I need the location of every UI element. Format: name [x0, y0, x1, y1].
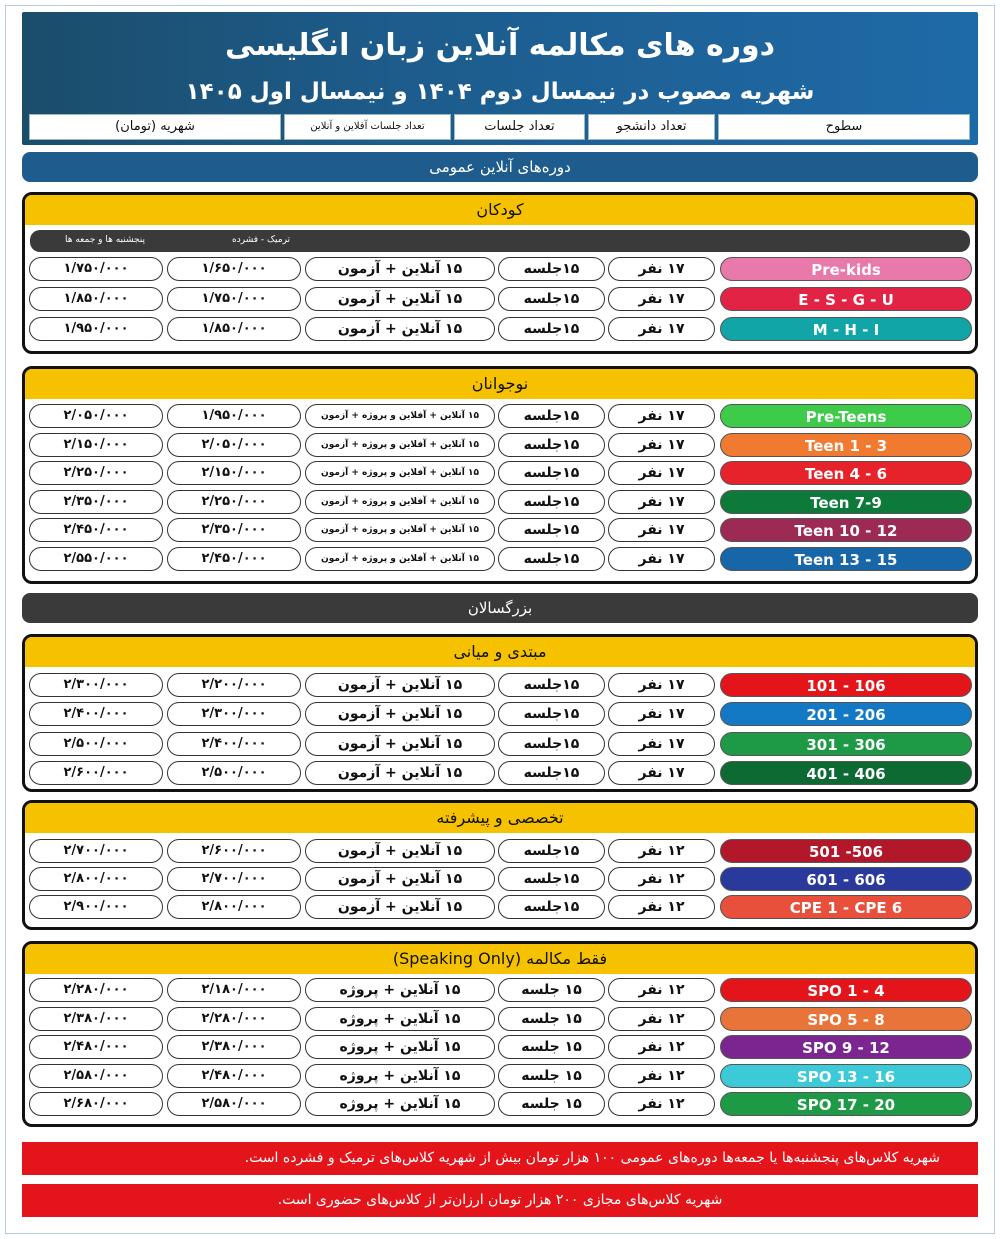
table-row [0, 732, 1000, 756]
level-badge: CPE 1 - CPE 6 [720, 895, 972, 919]
subheader-weekend: پنجشنبه ها و جمعه ها [65, 235, 146, 245]
tuition-regular-cell: ۲/۲۰۰/۰۰۰ [167, 673, 301, 697]
level-badge: Teen 7-9 [720, 490, 972, 514]
students-cell: ۱۷ نفر [608, 404, 715, 428]
session-type-cell: ۱۵ آنلاین + آزمون [305, 702, 495, 726]
col-header-sessions: تعداد جلسات [454, 114, 585, 140]
students-cell: ۱۲ نفر [608, 895, 715, 919]
level-badge: 101 - 106 [720, 673, 972, 697]
tuition-regular-cell: ۱/۹۵۰/۰۰۰ [167, 404, 301, 428]
table-row [0, 518, 1000, 542]
level-badge: SPO 5 - 8 [720, 1007, 972, 1031]
session-type-cell: ۱۵ آنلاین + پروژه [305, 1092, 495, 1116]
sessions-cell: ۱۵جلسه [498, 761, 605, 785]
students-cell: ۱۷ نفر [608, 761, 715, 785]
table-row [0, 1007, 1000, 1031]
tuition-regular-cell: ۲/۶۰۰/۰۰۰ [167, 839, 301, 863]
weekend-note: شهریه کلاس‌های پنجشنبه‌ها یا جمعه‌ها دوره‌های عمومی ۱۰۰ هزار تومان بیش از شهریه کلاس‌های ترمیک و فشرده است. [22, 1142, 978, 1175]
adults-bar: بزرگسالان [22, 593, 978, 623]
students-cell: ۱۷ نفر [608, 461, 715, 485]
tuition-regular-cell: ۲/۴۰۰/۰۰۰ [167, 732, 301, 756]
tuition-regular-cell: ۲/۱۸۰/۰۰۰ [167, 978, 301, 1002]
level-badge: M - H - I [720, 317, 972, 341]
students-cell: ۱۷ نفر [608, 317, 715, 341]
session-type-cell: ۱۵ آنلاین + آفلاین و پروژه + آزمون [305, 518, 495, 542]
level-badge: 401 - 406 [720, 761, 972, 785]
session-type-cell: ۱۵ آنلاین + آزمون [305, 287, 495, 311]
sessions-cell: ۱۵جلسه [498, 867, 605, 891]
level-badge: Teen 13 - 15 [720, 547, 972, 571]
students-cell: ۱۲ نفر [608, 1092, 715, 1116]
subheader-regular: ترمیک - فشرده [232, 235, 291, 245]
sessions-cell: ۱۵ جلسه [498, 1035, 605, 1059]
table-row [0, 287, 1000, 311]
tuition-weekend-cell: ۲/۴۰۰/۰۰۰ [29, 702, 163, 726]
students-cell: ۱۲ نفر [608, 839, 715, 863]
tuition-weekend-cell: ۲/۴۵۰/۰۰۰ [29, 518, 163, 542]
sessions-cell: ۱۵جلسه [498, 547, 605, 571]
table-row [0, 761, 1000, 785]
level-badge: SPO 9 - 12 [720, 1035, 972, 1059]
sessions-cell: ۱۵جلسه [498, 433, 605, 457]
advanced-section-title: تخصصی و پیشرفته [25, 803, 975, 833]
tuition-weekend-cell: ۲/۲۵۰/۰۰۰ [29, 461, 163, 485]
tuition-weekend-cell: ۱/۷۵۰/۰۰۰ [29, 257, 163, 281]
tuition-regular-cell: ۲/۳۸۰/۰۰۰ [167, 1035, 301, 1059]
session-type-cell: ۱۵ آنلاین + پروژه [305, 1064, 495, 1088]
tuition-weekend-cell: ۲/۷۰۰/۰۰۰ [29, 839, 163, 863]
online-note: شهریه کلاس‌های مجازی ۲۰۰ هزار تومان ارزان‌تر از کلاس‌های حضوری است. [22, 1184, 978, 1217]
students-cell: ۱۷ نفر [608, 518, 715, 542]
tuition-regular-cell: ۱/۷۵۰/۰۰۰ [167, 287, 301, 311]
level-badge: Teen 10 - 12 [720, 518, 972, 542]
tuition-weekend-cell: ۲/۵۰۰/۰۰۰ [29, 732, 163, 756]
level-badge: E - S - G - U [720, 287, 972, 311]
table-row [0, 1035, 1000, 1059]
tuition-weekend-cell: ۲/۱۵۰/۰۰۰ [29, 433, 163, 457]
session-type-cell: ۱۵ آنلاین + آزمون [305, 761, 495, 785]
table-row [0, 257, 1000, 281]
sessions-cell: ۱۵جلسه [498, 461, 605, 485]
session-type-cell: ۱۵ آنلاین + آفلاین و پروژه + آزمون [305, 461, 495, 485]
speaking-section-title: فقط مکالمه (Speaking Only) [25, 944, 975, 974]
tuition-regular-cell: ۲/۲۸۰/۰۰۰ [167, 1007, 301, 1031]
students-cell: ۱۲ نفر [608, 978, 715, 1002]
tuition-regular-cell: ۲/۵۸۰/۰۰۰ [167, 1092, 301, 1116]
tuition-regular-cell: ۲/۳۰۰/۰۰۰ [167, 702, 301, 726]
level-badge: 501 -506 [720, 839, 972, 863]
table-row [0, 433, 1000, 457]
tuition-weekend-cell: ۲/۵۵۰/۰۰۰ [29, 547, 163, 571]
session-type-cell: ۱۵ آنلاین + پروژه [305, 1035, 495, 1059]
session-type-cell: ۱۵ آنلاین + آفلاین و پروژه + آزمون [305, 490, 495, 514]
session-type-cell: ۱۵ آنلاین + آزمون [305, 867, 495, 891]
session-type-cell: ۱۵ آنلاین + آزمون [305, 673, 495, 697]
kids-subheader [30, 230, 970, 252]
session-type-cell: ۱۵ آنلاین + آفلاین و پروژه + آزمون [305, 547, 495, 571]
level-badge: 601 - 606 [720, 867, 972, 891]
sessions-cell: ۱۵جلسه [498, 287, 605, 311]
session-type-cell: ۱۵ آنلاین + آفلاین و پروژه + آزمون [305, 404, 495, 428]
tuition-weekend-cell: ۱/۸۵۰/۰۰۰ [29, 287, 163, 311]
sessions-cell: ۱۵جلسه [498, 839, 605, 863]
students-cell: ۱۷ نفر [608, 490, 715, 514]
table-row [0, 404, 1000, 428]
table-row [0, 978, 1000, 1002]
col-header-session-type: تعداد جلسات آفلاین و آنلاین [284, 114, 451, 140]
tuition-weekend-cell: ۱/۹۵۰/۰۰۰ [29, 317, 163, 341]
students-cell: ۱۲ نفر [608, 1007, 715, 1031]
col-header-students: تعداد دانشجو [588, 114, 715, 140]
level-badge: SPO 17 - 20 [720, 1092, 972, 1116]
tuition-weekend-cell: ۲/۲۸۰/۰۰۰ [29, 978, 163, 1002]
sessions-cell: ۱۵ جلسه [498, 1092, 605, 1116]
table-row [0, 1064, 1000, 1088]
level-badge: Teen 1 - 3 [720, 433, 972, 457]
level-badge: Pre-Teens [720, 404, 972, 428]
session-type-cell: ۱۵ آنلاین + آزمون [305, 895, 495, 919]
tuition-weekend-cell: ۲/۹۰۰/۰۰۰ [29, 895, 163, 919]
students-cell: ۱۷ نفر [608, 732, 715, 756]
tuition-regular-cell: ۲/۰۵۰/۰۰۰ [167, 433, 301, 457]
sessions-cell: ۱۵جلسه [498, 404, 605, 428]
tuition-regular-cell: ۲/۱۵۰/۰۰۰ [167, 461, 301, 485]
sessions-cell: ۱۵جلسه [498, 317, 605, 341]
tuition-weekend-cell: ۲/۳۵۰/۰۰۰ [29, 490, 163, 514]
level-badge: Teen 4 - 6 [720, 461, 972, 485]
tuition-regular-cell: ۱/۶۵۰/۰۰۰ [167, 257, 301, 281]
tuition-regular-cell: ۲/۵۰۰/۰۰۰ [167, 761, 301, 785]
sessions-cell: ۱۵ جلسه [498, 1007, 605, 1031]
table-row [0, 547, 1000, 571]
session-type-cell: ۱۵ آنلاین + آزمون [305, 732, 495, 756]
sessions-cell: ۱۵جلسه [498, 518, 605, 542]
intermediate-section-title: مبتدی و میانی [25, 637, 975, 667]
tuition-regular-cell: ۲/۴۵۰/۰۰۰ [167, 547, 301, 571]
students-cell: ۱۷ نفر [608, 287, 715, 311]
tuition-regular-cell: ۲/۲۵۰/۰۰۰ [167, 490, 301, 514]
tuition-weekend-cell: ۲/۶۸۰/۰۰۰ [29, 1092, 163, 1116]
session-type-cell: ۱۵ آنلاین + آزمون [305, 257, 495, 281]
tuition-regular-cell: ۱/۸۵۰/۰۰۰ [167, 317, 301, 341]
sessions-cell: ۱۵جلسه [498, 702, 605, 726]
table-row [0, 317, 1000, 341]
students-cell: ۱۷ نفر [608, 433, 715, 457]
table-row [0, 895, 1000, 919]
tuition-weekend-cell: ۲/۰۵۰/۰۰۰ [29, 404, 163, 428]
page-subtitle: شهریه مصوب در نیمسال دوم ۱۴۰۴ و نیمسال اول ۱۴۰۵ [185, 79, 815, 105]
level-badge: 201 - 206 [720, 702, 972, 726]
students-cell: ۱۲ نفر [608, 867, 715, 891]
table-row [0, 867, 1000, 891]
level-badge: SPO 13 - 16 [720, 1064, 972, 1088]
students-cell: ۱۷ نفر [608, 547, 715, 571]
session-type-cell: ۱۵ آنلاین + آفلاین و پروژه + آزمون [305, 433, 495, 457]
tuition-weekend-cell: ۲/۴۸۰/۰۰۰ [29, 1035, 163, 1059]
sessions-cell: ۱۵جلسه [498, 490, 605, 514]
sessions-cell: ۱۵جلسه [498, 257, 605, 281]
tuition-weekend-cell: ۲/۶۰۰/۰۰۰ [29, 761, 163, 785]
table-row [0, 461, 1000, 485]
tuition-regular-cell: ۲/۸۰۰/۰۰۰ [167, 895, 301, 919]
session-type-cell: ۱۵ آنلاین + آزمون [305, 317, 495, 341]
general-courses-bar: دوره‌های آنلاین عمومی [22, 152, 978, 182]
tuition-weekend-cell: ۲/۸۰۰/۰۰۰ [29, 867, 163, 891]
table-row [0, 490, 1000, 514]
table-row [0, 1092, 1000, 1116]
students-cell: ۱۷ نفر [608, 673, 715, 697]
students-cell: ۱۲ نفر [608, 1064, 715, 1088]
col-header-tuition: شهریه (تومان) [29, 114, 281, 140]
kids-section-title: کودکان [25, 195, 975, 225]
sessions-cell: ۱۵جلسه [498, 673, 605, 697]
table-row [0, 839, 1000, 863]
level-badge: 301 - 306 [720, 732, 972, 756]
students-cell: ۱۲ نفر [608, 1035, 715, 1059]
col-header-levels: سطوح [718, 114, 970, 140]
session-type-cell: ۱۵ آنلاین + آزمون [305, 839, 495, 863]
sessions-cell: ۱۵ جلسه [498, 1064, 605, 1088]
session-type-cell: ۱۵ آنلاین + پروژه [305, 978, 495, 1002]
page-title: دوره های مکالمه آنلاین زبان انگلیسی [224, 28, 776, 63]
students-cell: ۱۷ نفر [608, 702, 715, 726]
students-cell: ۱۷ نفر [608, 257, 715, 281]
level-badge: SPO 1 - 4 [720, 978, 972, 1002]
sessions-cell: ۱۵جلسه [498, 895, 605, 919]
teens-section-title: نوجوانان [25, 369, 975, 399]
tuition-weekend-cell: ۲/۳۰۰/۰۰۰ [29, 673, 163, 697]
tuition-weekend-cell: ۲/۳۸۰/۰۰۰ [29, 1007, 163, 1031]
table-row [0, 702, 1000, 726]
sessions-cell: ۱۵ جلسه [498, 978, 605, 1002]
tuition-regular-cell: ۲/۳۵۰/۰۰۰ [167, 518, 301, 542]
tuition-regular-cell: ۲/۴۸۰/۰۰۰ [167, 1064, 301, 1088]
session-type-cell: ۱۵ آنلاین + پروژه [305, 1007, 495, 1031]
level-badge: Pre-kids [720, 257, 972, 281]
tuition-weekend-cell: ۲/۵۸۰/۰۰۰ [29, 1064, 163, 1088]
tuition-regular-cell: ۲/۷۰۰/۰۰۰ [167, 867, 301, 891]
table-row [0, 673, 1000, 697]
sessions-cell: ۱۵جلسه [498, 732, 605, 756]
